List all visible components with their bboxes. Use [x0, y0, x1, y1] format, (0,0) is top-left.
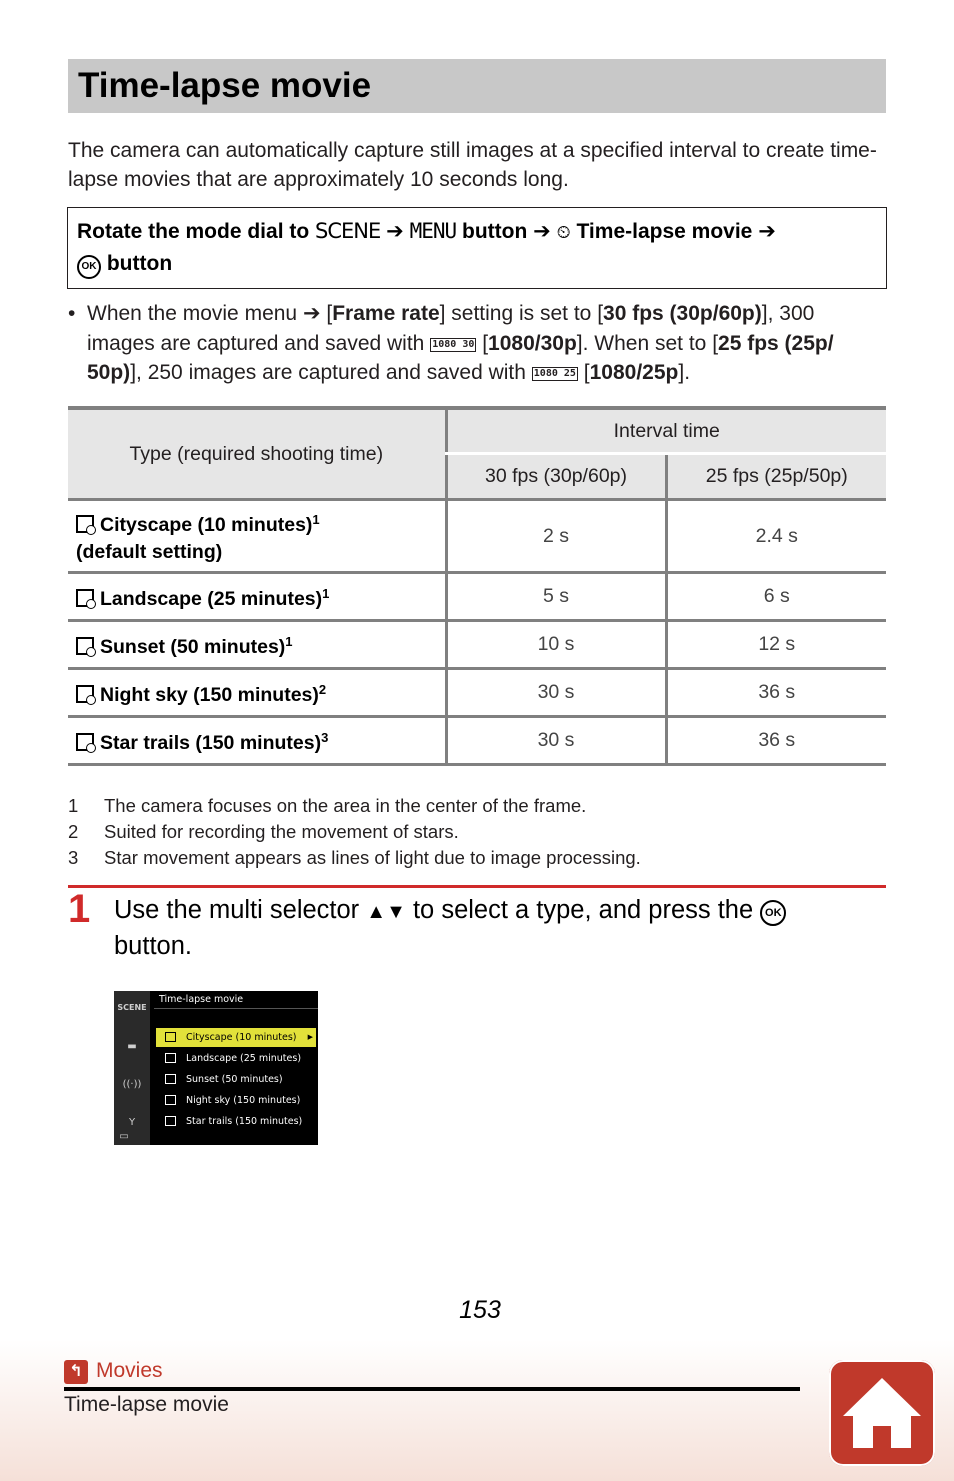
cityscape-icon — [165, 1032, 176, 1042]
type-cell — [68, 717, 446, 765]
type-cell — [68, 669, 446, 717]
scene-tab-icon: SCENE — [117, 1003, 147, 1012]
star-trails-icon — [165, 1116, 176, 1126]
camera-menu-divider — [154, 1008, 318, 1009]
bullet-text-part: ]. — [678, 361, 691, 384]
page-title: Time-lapse movie — [68, 59, 886, 113]
footnote-ref: 3 — [321, 730, 329, 745]
step-instruction — [114, 893, 884, 963]
camera-menu-sidebar — [114, 991, 150, 1145]
procedure-text: button — [462, 220, 528, 243]
footnote-text: The camera focuses on the area in the center of the frame. — [104, 795, 587, 816]
arrow-right-icon: ➔ — [302, 302, 321, 325]
interval-table — [68, 406, 886, 766]
value-25fps: 2.4 s — [666, 500, 886, 573]
arrow-right-icon: ➔ — [386, 220, 404, 243]
footnote-ref: 1 — [322, 586, 330, 601]
type-cell — [68, 621, 446, 669]
fps25-option: 25 fps (25p/ 50p) — [87, 331, 834, 384]
bullet-text-part: ]. When set to [ — [576, 331, 719, 355]
camera-menu-screenshot — [114, 991, 318, 1145]
home-icon — [829, 1360, 935, 1466]
footer-divider — [64, 1387, 800, 1391]
value-25fps: 6 s — [666, 573, 886, 621]
bullet-text-part: ] setting is set to [ — [439, 302, 604, 325]
table-row — [68, 573, 886, 621]
type-label: Night sky (150 minutes) — [100, 684, 319, 706]
interval-header: Interval time — [446, 408, 886, 454]
procedure-text: button — [106, 252, 173, 275]
col-25fps-header: 25 fps (25p/50p) — [666, 454, 886, 500]
fps30-option: 30 fps (30p/60p) — [603, 302, 762, 325]
res25-option: 1080/25p — [589, 361, 679, 384]
type-cell — [68, 500, 446, 573]
resolution-1080-30-icon: 1080 30 — [432, 338, 475, 350]
footnote-text: Suited for recording the movement of stars. — [104, 821, 459, 842]
multi-selector-up-down-icon: ▲▼ — [366, 901, 406, 923]
camera-menu-item-sunset[interactable] — [156, 1070, 316, 1089]
type-cell — [68, 573, 446, 621]
scene-icon: SCENE — [315, 219, 381, 243]
camera-menu-item-label: Star trails (150 minutes) — [186, 1116, 303, 1127]
value-30fps: 30 s — [446, 717, 666, 765]
footnotes — [68, 793, 868, 871]
bullet-text-part: ], 300 images are captured and saved with — [87, 302, 815, 355]
res30-option: 1080/30p — [488, 331, 577, 355]
bullet-text-part: When the movie menu — [87, 302, 298, 325]
arrow-right-icon: ➔ — [758, 220, 776, 243]
camera-menu-item-label: Night sky (150 minutes) — [186, 1095, 301, 1106]
step-number: 1 — [68, 887, 91, 931]
time-lapse-icon: ⏲ — [556, 222, 571, 243]
setup-tab-icon: Y — [128, 1117, 136, 1128]
star-trails-icon — [76, 733, 94, 751]
value-30fps: 30 s — [446, 669, 666, 717]
value-25fps: 36 s — [666, 669, 886, 717]
footnote-ref: 1 — [285, 634, 293, 649]
night-sky-icon — [165, 1095, 176, 1105]
landscape-icon — [76, 589, 94, 607]
footer-section-label: Movies — [96, 1359, 163, 1382]
cityscape-icon — [76, 515, 94, 533]
table-row — [68, 621, 886, 669]
ok-icon: OK — [77, 255, 101, 279]
procedure-box — [67, 207, 887, 289]
bullet-item — [68, 299, 878, 388]
intro-paragraph: The camera can automatically capture still images at a specified interval to create time-lapse movies that are approximately 10 seconds long. — [68, 139, 877, 191]
value-30fps: 10 s — [446, 621, 666, 669]
camera-menu-item-cityscape[interactable] — [156, 1028, 316, 1047]
col-30fps-header: 30 fps (30p/60p) — [446, 454, 666, 500]
sunset-icon — [165, 1074, 176, 1084]
footnote — [68, 819, 868, 845]
sunset-icon — [76, 637, 94, 655]
camera-menu-title: Time-lapse movie — [159, 994, 244, 1005]
camera-menu-item-label: Cityscape (10 minutes) — [186, 1032, 297, 1043]
step-text-part: Use the multi selector — [114, 896, 360, 924]
value-30fps: 2 s — [446, 500, 666, 573]
battery-icon: ▭ — [119, 1131, 129, 1142]
footnote-number: 2 — [68, 821, 79, 842]
camera-menu-item-star-trails[interactable] — [156, 1112, 316, 1131]
table-row — [68, 717, 886, 765]
type-label: Sunset (50 minutes) — [100, 636, 286, 658]
ok-icon: OK — [760, 900, 786, 926]
menu-icon: MENU — [409, 219, 457, 243]
bullet-text-part: ], 250 images are captured and saved with — [130, 361, 526, 384]
procedure-text: Rotate the mode dial to — [77, 220, 310, 243]
footnote-ref: 2 — [318, 682, 327, 697]
frame-rate-setting: Frame rate — [332, 302, 440, 325]
night-sky-icon — [76, 685, 94, 703]
back-arrow-icon: ↰ — [64, 1360, 88, 1384]
footnote-ref: 1 — [312, 512, 320, 527]
value-25fps: 12 s — [666, 621, 886, 669]
footer-section-link[interactable] — [64, 1356, 163, 1386]
step-text-part: button. — [114, 932, 192, 960]
footnote — [68, 793, 868, 819]
camera-menu-item-landscape[interactable] — [156, 1049, 316, 1068]
table-row — [68, 500, 886, 573]
camera-menu-item-night-sky[interactable] — [156, 1091, 316, 1110]
type-header: Type (required shooting time) — [68, 408, 446, 500]
step-text-part: to select a type, and press the — [412, 896, 754, 924]
footnote-number: 3 — [68, 847, 79, 868]
type-label: Cityscape (10 minutes) — [100, 514, 313, 536]
table-row — [68, 669, 886, 717]
bullet-text: When the movie menu ➔ [Frame rate] setting is set to [30 fps (30p/60p)], 300 images are captured and saved with 1080 30 [1080/30p]. When set to [25 fps (25p/ 50p)], 250 images are captured and saved with 1080 25 [1080/25p]. — [87, 302, 834, 384]
type-label: Landscape (25 minutes) — [100, 588, 323, 610]
camera-menu-item-label: Sunset (50 minutes) — [186, 1074, 283, 1085]
footnote-number: 1 — [68, 795, 79, 816]
arrow-right-icon: ➔ — [533, 220, 551, 243]
value-30fps: 5 s — [446, 573, 666, 621]
type-label-note: (default setting) — [76, 541, 223, 563]
footer-page-label: Time-lapse movie — [64, 1393, 229, 1416]
camera-menu-item-label: Landscape (25 minutes) — [186, 1053, 302, 1064]
movie-tab-icon: ▬ — [127, 1041, 137, 1052]
resolution-1080-25-icon: 1080 25 — [533, 368, 576, 379]
bullet-dot: • — [68, 302, 76, 325]
page-number: 153 — [459, 1296, 501, 1324]
type-label: Star trails (150 minutes) — [100, 732, 322, 754]
chevron-right-icon: ▶ — [307, 1033, 313, 1041]
home-button[interactable] — [829, 1360, 935, 1466]
procedure-text: Time-lapse movie — [576, 220, 753, 243]
wireless-tab-icon: ((·)) — [122, 1079, 142, 1090]
value-25fps: 36 s — [666, 717, 886, 765]
step-divider — [68, 885, 886, 888]
landscape-icon — [165, 1053, 176, 1063]
footnote — [68, 845, 868, 871]
footnote-text: Star movement appears as lines of light due to image processing. — [104, 847, 641, 868]
